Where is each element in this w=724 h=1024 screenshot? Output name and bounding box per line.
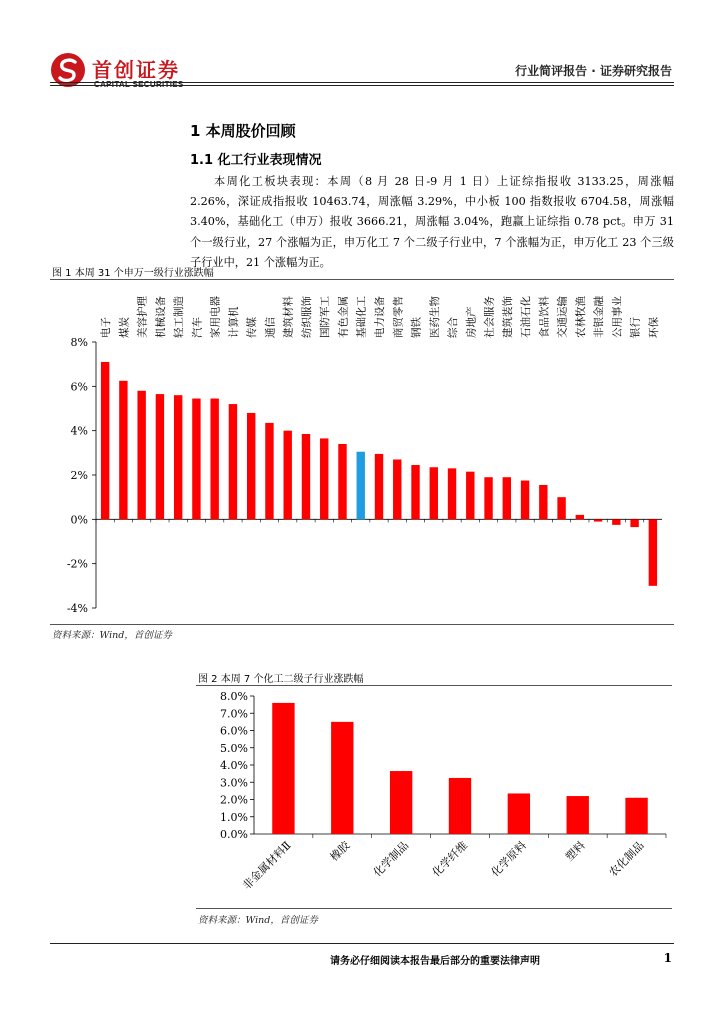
logo-chinese-name: 首创证券 — [92, 58, 180, 82]
bar — [466, 472, 474, 520]
header-divider — [50, 82, 674, 83]
bar — [567, 796, 589, 834]
figure2-title: 图 2 本周 7 个化工二级子行业涨跌幅 — [198, 674, 364, 685]
y-tick-label: 2.0% — [220, 793, 248, 807]
category-label: 计算机 — [227, 306, 240, 338]
category-label: 钢铁 — [410, 317, 423, 338]
y-tick-label: 8% — [70, 336, 88, 349]
category-label: 房地产 — [465, 306, 478, 338]
bar — [229, 404, 237, 519]
y-tick-label: 3.0% — [220, 776, 248, 790]
summary-paragraph — [190, 172, 674, 273]
figure2-bar-chart — [196, 686, 672, 908]
bar — [503, 477, 511, 519]
bar — [521, 481, 529, 520]
y-tick-label: 6% — [70, 380, 88, 394]
bar — [357, 452, 365, 520]
category-label: 食品饮料 — [538, 296, 551, 338]
category-label: 电力设备 — [374, 296, 386, 338]
bar — [594, 519, 602, 521]
category-label: 通信 — [264, 317, 277, 338]
figure1-title: 图 1 本周 31 个申万一级行业涨跌幅 — [52, 268, 214, 279]
figure2-bottom-rule — [196, 908, 672, 909]
y-tick-label: 1.0% — [220, 810, 248, 824]
section-heading: 1 本周股价回顾 — [190, 122, 296, 140]
category-label: 石油石化 — [520, 296, 533, 338]
category-label: 非金属材料Ⅱ — [240, 838, 294, 893]
figure1-source: 资料来源：Wind，首创证券 — [52, 630, 172, 641]
y-tick-label: 6.0% — [220, 724, 248, 738]
category-label: 橡胶 — [327, 838, 353, 864]
category-label: 农化制品 — [606, 838, 647, 880]
category-label: 煤炭 — [118, 317, 131, 338]
bar — [484, 477, 492, 519]
header-divider-thin — [50, 85, 674, 86]
bar — [174, 395, 182, 519]
bar — [119, 381, 127, 520]
y-tick-label: -4% — [66, 602, 88, 615]
category-label: 非银金融 — [593, 296, 606, 338]
category-label: 纺织服饰 — [300, 296, 313, 338]
figure1-bar-chart — [50, 280, 674, 624]
category-label: 公用事业 — [611, 296, 624, 338]
y-tick-label: 8.0% — [220, 690, 248, 703]
category-label: 塑料 — [563, 838, 588, 864]
summary-text: 本周化工板块表现：本周（8 月 28 日-9 月 1 日）上证综指报收 3133.25，周涨幅 2.26%，深证成指报收 10463.74，周涨幅 3.29%，中小板 100 指数报收 6704.58，周涨幅 3.40%，基础化工（申万）报收 3666.21，周涨幅 3.04%，跑赢上证综指 0.78 pct。申万 31 个一级行业，27 个涨幅为正，申万化工 7 个二级子行业中，7 个涨幅为正，申万化工 23 个三级子行业中，21 个涨幅为正。 — [190, 175, 674, 269]
bar — [272, 703, 294, 834]
category-label: 基础化工 — [355, 296, 368, 338]
category-label: 医药生物 — [428, 296, 441, 338]
figure2-source: 资料来源：Wind，首创证券 — [198, 915, 318, 926]
category-label: 化学原料 — [488, 838, 529, 880]
category-label: 美容护理 — [136, 296, 149, 338]
bar — [393, 459, 401, 519]
bar — [331, 722, 353, 834]
bar — [247, 413, 255, 519]
figure1-bottom-rule — [50, 624, 674, 625]
bar — [539, 485, 547, 519]
category-label: 汽车 — [191, 317, 204, 338]
bar — [630, 519, 638, 527]
bar — [302, 434, 310, 519]
category-label: 轻工制造 — [173, 296, 186, 338]
bar — [508, 793, 530, 834]
bar — [265, 423, 273, 519]
bar — [101, 362, 109, 519]
category-label: 化学制品 — [370, 838, 412, 880]
logo-english-name: CAPITAL SECURITIES — [94, 80, 184, 89]
category-label: 综合 — [447, 317, 460, 338]
footer-divider — [50, 943, 674, 944]
bar — [576, 515, 584, 519]
y-tick-label: 0% — [70, 513, 88, 527]
bar — [612, 519, 620, 525]
category-label: 交通运输 — [556, 296, 569, 338]
bar — [284, 431, 292, 520]
bar — [338, 444, 346, 519]
bar — [449, 778, 471, 834]
category-label: 有色金属 — [337, 296, 350, 338]
y-tick-label: 2% — [70, 469, 88, 482]
bar — [430, 467, 438, 519]
category-label: 机械设备 — [154, 296, 167, 338]
category-label: 建筑装饰 — [501, 296, 514, 338]
bar — [320, 438, 328, 519]
bar — [390, 771, 412, 834]
page-number: 1 — [663, 951, 672, 965]
category-label: 化学纤维 — [429, 838, 471, 880]
y-tick-label: 4.0% — [220, 759, 248, 772]
y-tick-label: 0.0% — [220, 828, 248, 841]
bar — [649, 519, 657, 586]
bar — [156, 394, 164, 519]
y-tick-label: 7.0% — [220, 707, 248, 721]
category-label: 商贸零售 — [392, 296, 405, 338]
category-label: 国防军工 — [319, 296, 332, 338]
legal-disclaimer: 请务必仔细阅读本报告最后部分的重要法律声明 — [330, 956, 540, 967]
y-tick-label: -2% — [66, 557, 88, 571]
bar — [411, 465, 419, 519]
y-tick-label: 4% — [70, 424, 88, 438]
category-label: 建筑材料 — [282, 296, 295, 338]
bar — [192, 399, 200, 520]
bar — [137, 391, 145, 520]
bar — [375, 454, 383, 519]
bar — [448, 468, 456, 519]
category-label: 家用电器 — [209, 296, 222, 338]
report-type-label: 行业简评报告 · 证券研究报告 — [515, 64, 672, 78]
category-label: 环保 — [647, 317, 660, 338]
category-label: 农林牧渔 — [574, 296, 587, 338]
bar — [625, 798, 647, 834]
y-tick-label: 5.0% — [220, 741, 248, 755]
bar — [557, 497, 565, 519]
category-label: 银行 — [629, 317, 642, 338]
category-label: 电子 — [100, 317, 113, 338]
subsection-heading: 1.1 化工行业表现情况 — [190, 153, 322, 168]
category-label: 传媒 — [246, 317, 259, 338]
category-label: 社会服务 — [483, 296, 496, 338]
bar — [210, 399, 218, 520]
